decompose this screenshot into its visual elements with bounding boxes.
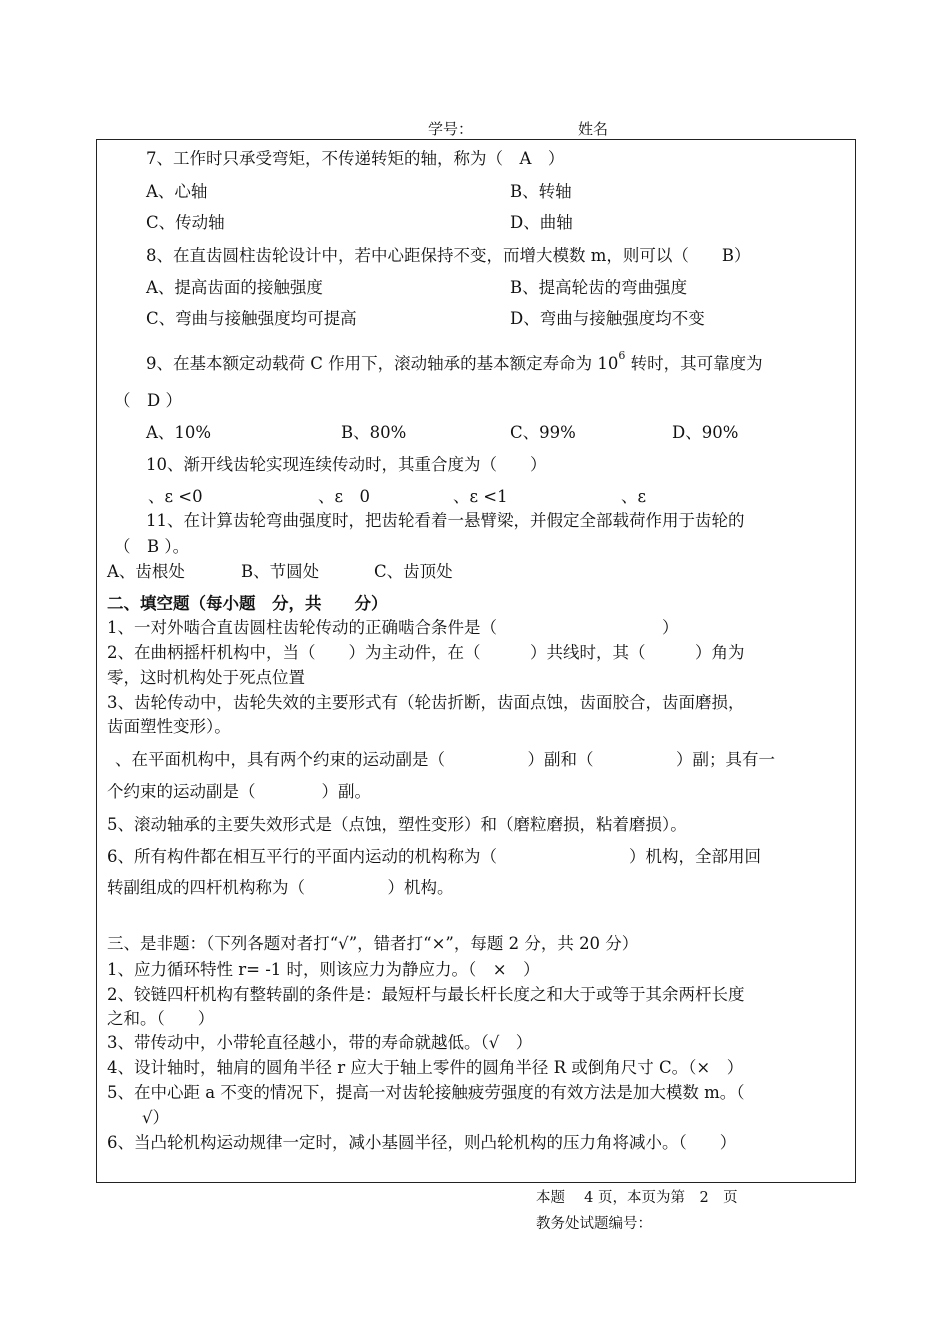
fill-question-2-cont: 零，这时机构处于死点位置 — [107, 668, 305, 687]
tf-question-4: 4、设计轴时，轴肩的圆角半径 r 应大于轴上零件的圆角半径 R 或倒角尺寸 C。（× ） — [107, 1058, 744, 1077]
q7-option-c: C、传动轴 — [146, 213, 225, 232]
fill-question-2: 2、在曲柄摇杆机构中，当（ ）为主动件，在（ ）共线时，其（ ）角为 — [107, 643, 745, 662]
q8-option-a: A、提高齿面的接触强度 — [146, 278, 323, 297]
q11-option-b: B、节圆处 — [241, 562, 320, 581]
tf-question-5: 5、在中心距 a 不变的情况下，提高一对齿轮接触疲劳强度的有效方法是加大模数 m。（ — [107, 1083, 745, 1102]
q7-option-a: A、心轴 — [146, 182, 208, 201]
q8-option-c: C、弯曲与接触强度均可提高 — [146, 309, 357, 328]
fill-question-6-cont: 转副组成的四杆机构称为（ ）机构。 — [107, 878, 454, 897]
tf-section-title: 三、是非题：（下列各题对者打“√”，错者打“×”，每题 2 分，共 20 分） — [107, 934, 639, 953]
tf-question-1: 1、应力循环特性 r= -1 时，则该应力为静应力。（ × ） — [107, 960, 540, 979]
q8-option-b: B、提高轮齿的弯曲强度 — [510, 278, 688, 297]
q7-option-d: D、曲轴 — [510, 213, 573, 232]
fill-question-3: 3、齿轮传动中，齿轮失效的主要形式有（轮齿折断，齿面点蚀，齿面胶合，齿面磨损， — [107, 693, 745, 712]
page-count: 本题 4 页，本页为第 2 页 — [536, 1190, 738, 1206]
fill-question-1: 1、一对外啮合直齿圆柱齿轮传动的正确啮合条件是（ ） — [107, 618, 679, 637]
q9-option-b: B、80% — [341, 423, 407, 442]
q8-option-d: D、弯曲与接触强度均不变 — [510, 309, 705, 328]
question-7: 7、工作时只承受弯矩，不传递转矩的轴，称为（ A ） — [146, 149, 565, 168]
name-label: 姓名 — [578, 120, 609, 138]
q9-text-post: 转时，其可靠度为 — [625, 354, 763, 373]
fill-question-3-cont: 齿面塑性变形）。 — [107, 717, 231, 736]
q10-option-b: 、ε 0 — [318, 487, 371, 506]
fill-question-5: 5、滚动轴承的主要失效形式是（点蚀，塑性变形）和（磨粒磨损，粘着磨损）。 — [107, 815, 687, 834]
q11-option-a: A、齿根处 — [107, 562, 185, 581]
tf-question-6: 6、当凸轮机构运动规律一定时，减小基圆半径，则凸轮机构的压力角将减小。（ ） — [107, 1133, 737, 1152]
q7-option-b: B、转轴 — [510, 182, 572, 201]
q9-option-c: C、99% — [510, 423, 576, 442]
fill-question-6: 6、所有构件都在相互平行的平面内运动的机构称为（ ）机构，全部用回 — [107, 847, 761, 866]
question-9 — [146, 349, 763, 377]
exam-code-label: 教务处试题编号： — [536, 1216, 652, 1232]
question-10: 10、渐开线齿轮实现连续传动时，其重合度为（ ） — [146, 455, 547, 474]
student-id-label: 学号： — [428, 120, 474, 138]
q9-superscript: 6 — [618, 349, 626, 362]
tf-question-2: 2、铰链四杆机构有整转副的条件是：最短杆与最长杆长度之和大于或等于其余两杆长度 — [107, 985, 745, 1004]
q10-option-c: 、ε <1 — [453, 487, 508, 506]
q9-option-d: D、90% — [672, 423, 739, 442]
question-11: 11、在计算齿轮弯曲强度时，把齿轮看着一悬臂梁，并假定全部载荷作用于齿轮的 — [146, 511, 745, 530]
tf-question-5-cont: √） — [142, 1108, 170, 1127]
tf-question-2-cont: 之和。（ ） — [107, 1009, 215, 1028]
q9-option-a: A、10% — [146, 423, 212, 442]
question-11-answer: （ B ）。 — [114, 537, 190, 556]
fill-question-4-cont: 个约束的运动副是（ ）副。 — [107, 782, 371, 801]
tf-question-3: 3、带传动中，小带轮直径越小，带的寿命就越低。（√ ） — [107, 1033, 533, 1052]
question-9-answer: （ D ） — [114, 391, 182, 410]
q11-option-c: C、齿顶处 — [374, 562, 453, 581]
q10-option-a: 、ε <0 — [148, 487, 203, 506]
fill-question-4: 、在平面机构中，具有两个约束的运动副是（ ）副和（ ）副；具有一 — [115, 750, 775, 769]
question-8: 8、在直齿圆柱齿轮设计中，若中心距保持不变，而增大模数 m，则可以（ B） — [146, 246, 751, 265]
q9-text-pre: 9、在基本额定动载荷 C 作用下，滚动轴承的基本额定寿命为 10 — [146, 354, 619, 373]
fill-section-title: 二、填空题（每小题 分，共 分） — [107, 594, 388, 613]
q10-option-d: 、ε — [621, 487, 647, 506]
